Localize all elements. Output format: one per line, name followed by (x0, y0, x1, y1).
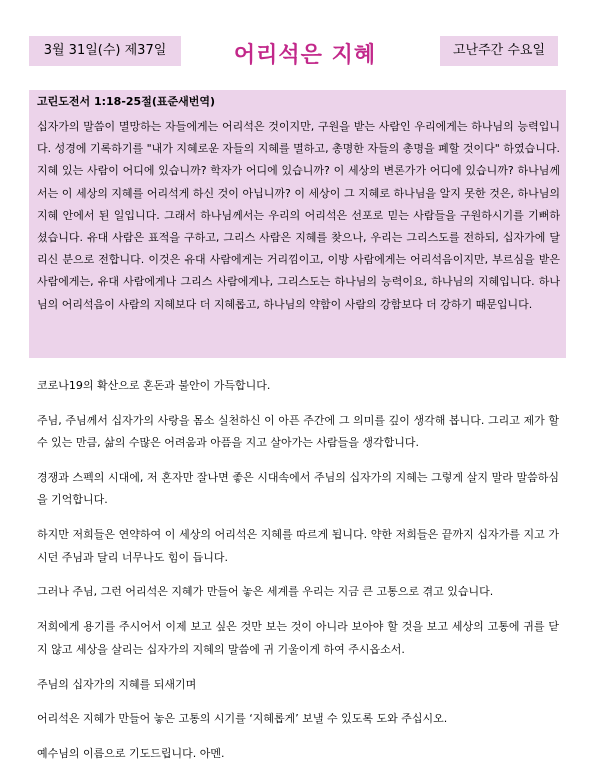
prayer-section (37, 375, 559, 778)
week-label: 고난주간 수요일 (440, 36, 558, 66)
scripture-text: 십자가의 말씀이 멸망하는 자들에게는 어리석은 것이지만, 구원을 받는 사람인 우리에게는 하나님의 능력입니다. 성경에 기록하기를 "내가 지혜로운 자들의 지혜를 멸하고, 총명한 자들의 총명을 폐할 것이다" 하였습니다. 지혜 있는 사람이 어디에 있습니까? 학자가 어디에 있습니까? 이 세상의 변론가가 어디에 있습니까? 하나님께서는 이 세상의 지혜를 어리석게 하신 것이 아닙니까? 이 세상이 그 지혜로 하나님을 알지 못한 것은, 하나님의 지혜 안에서 된 일입니다. 그래서 하나님께서는 우리의 어리석은 선포로 믿는 사람들을 구원하시기를 기뻐하셨습니다. 유대 사람은 표적을 구하고, 그리스 사람은 지혜를 찾으나, 우리는 그리스도를 전하되, 십자가에 달리신 분으로 전합니다. 이것은 유대 사람에게는 거리낌이고, 이방 사람에게는 어리석음이지만, 부르심을 받은 사람에게는, 유대 사람에게나 그리스 사람에게나, 그리스도는 하나님의 능력이요, 하나님의 지혜입니다. 하나님의 어리석음이 사람의 지혜보다 더 지혜롭고, 하나님의 약함이 사람의 강함보다 더 강하기 때문입니다. (37, 120, 560, 311)
prayer-paragraph: 경쟁과 스펙의 시대에, 저 혼자만 잘나면 좋은 시대속에서 주님의 십자가의 지혜는 그렇게 살지 말라 말씀하심을 기억합니다. (37, 471, 559, 507)
prayer-paragraph: 하지만 저희들은 연약하여 이 세상의 어리석은 지혜를 따르게 됩니다. 약한 저희들은 끝까지 십자가를 지고 가시던 주님과 달리 너무나도 힘이 듭니다. (37, 528, 559, 564)
date-label: 3월 31일(수) 제37일 (29, 36, 181, 66)
prayer-paragraph: 주님, 주님께서 십자가의 사랑을 몸소 실천하신 이 아픈 주간에 그 의미를 깊이 생각해 봅니다. 그리고 제가 할 수 있는 만큼, 삶의 수많은 어려움과 아픔을 지고 살아가는 사람들을 생각합니다. (37, 413, 559, 450)
page-title: 어리석은 지혜 (233, 43, 377, 68)
prayer-paragraph: 그러나 주님, 그런 어리석은 지혜가 만들어 놓은 세계를 우리는 지금 큰 고통으로 겪고 있습니다. (37, 585, 494, 599)
scripture-reference: 고린도전서 1:18-25절(표준새번역) (37, 95, 216, 108)
prayer-paragraph: 어리석은 지혜가 만들어 놓은 고통의 시기를 ‘지혜롭게’ 보낼 수 있도록 도와 주십시오. (37, 712, 448, 726)
prayer-paragraph: 코로나19의 확산으로 혼돈과 불안이 가득합니다. (37, 379, 271, 392)
prayer-paragraph: 저희에게 용기를 주시어서 이제 보고 싶은 것만 보는 것이 아니라 보아야 할 것을 보고 세상의 고통에 귀를 닫지 않고 세상을 살리는 십자가의 지혜의 말씀에 귀 기울이게 하여 주시옵소서. (37, 620, 559, 656)
prayer-paragraph: 주님의 십자가의 지혜를 되새기며 (37, 677, 197, 691)
scripture-box (29, 90, 566, 358)
prayer-paragraph: 예수님의 이름으로 기도드립니다. 아멘. (37, 747, 225, 761)
